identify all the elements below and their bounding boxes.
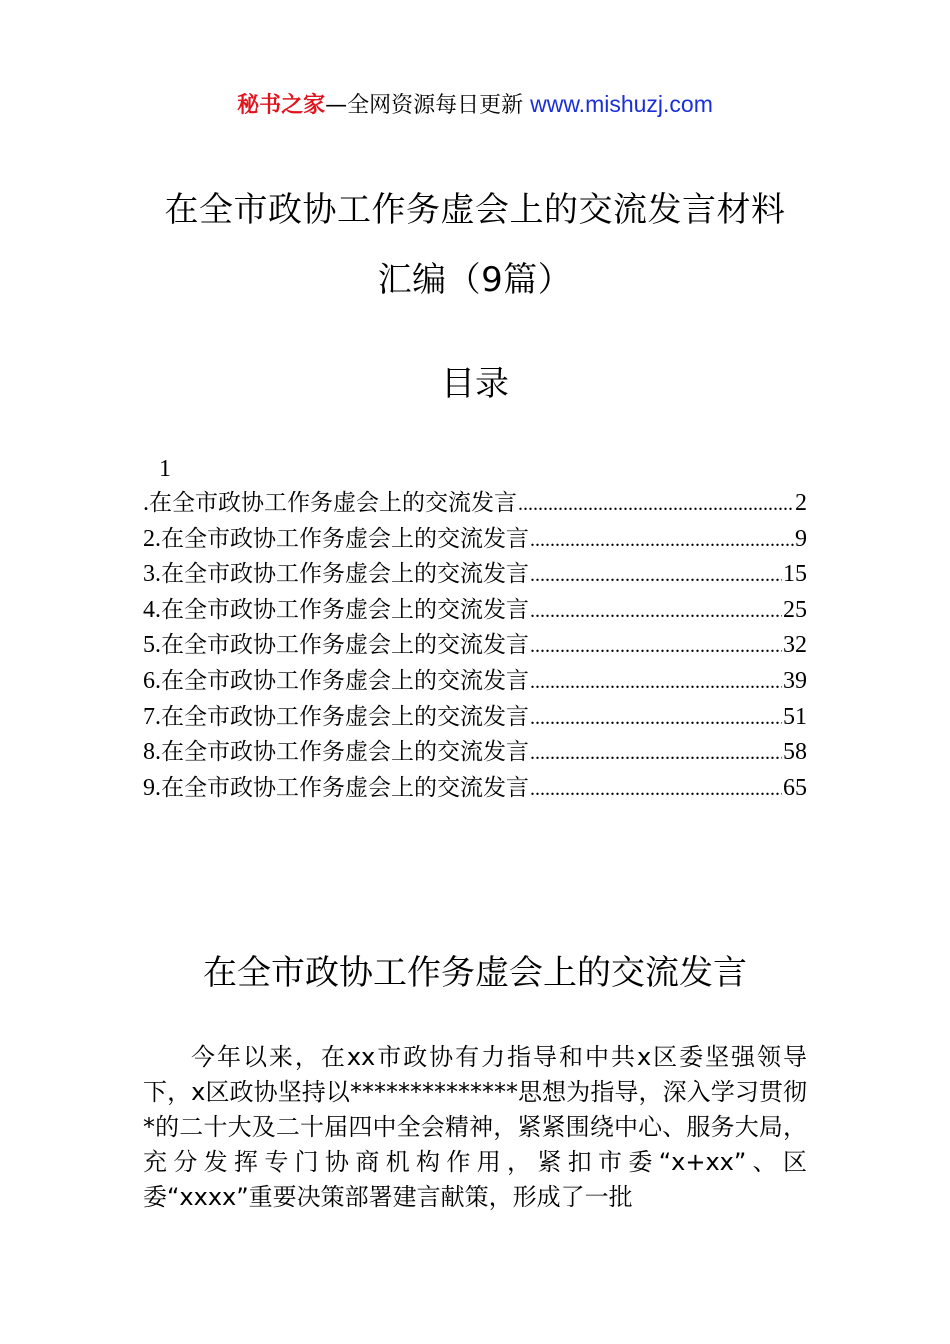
toc-entry[interactable] — [143, 486, 807, 522]
toc-heading: 目录 — [441, 364, 509, 404]
toc-entry-page: 9 — [795, 525, 807, 552]
toc-entry-label: 在全市政协工作务虚会上的交流发言 — [149, 490, 517, 516]
toc-entry-number: 6. — [143, 667, 161, 694]
toc-entry-number: 2. — [143, 525, 161, 552]
document-title-line-2: 汇编（9篇） — [377, 260, 573, 300]
toc-entry-label: 在全市政协工作务虚会上的交流发言 — [161, 774, 529, 801]
toc-entry-number: . — [143, 490, 149, 516]
toc-entry[interactable] — [143, 628, 807, 664]
toc-entry-number: 9. — [143, 774, 161, 801]
toc-entry-page: 2 — [795, 490, 807, 516]
toc-leader-dots — [530, 736, 782, 771]
toc-entry-page: 51 — [783, 703, 807, 730]
document-title-line-1: 在全市政协工作务虚会上的交流发言材料 — [164, 190, 786, 230]
site-url-link[interactable]: www.mishuzj.com — [530, 91, 713, 117]
toc-entry-label: 在全市政协工作务虚会上的交流发言 — [161, 703, 529, 730]
toc-leader-dots — [530, 594, 782, 629]
table-of-contents — [143, 452, 807, 806]
toc-entry-label: 在全市政协工作务虚会上的交流发言 — [161, 667, 529, 694]
toc-leader-dots — [530, 701, 782, 736]
toc-entry-page: 65 — [783, 774, 807, 801]
toc-list — [143, 486, 807, 806]
toc-entry-number: 7. — [143, 703, 161, 730]
header-tagline: 全网资源每日更新 — [347, 93, 524, 118]
toc-entry-label: 在全市政协工作务虚会上的交流发言 — [161, 525, 529, 552]
toc-entry-number: 3. — [143, 561, 161, 588]
toc-leader-dots — [518, 487, 794, 522]
toc-entry[interactable] — [143, 700, 807, 736]
toc-entry-label: 在全市政协工作务虚会上的交流发言 — [161, 632, 529, 659]
toc-leader-dots — [530, 523, 794, 558]
toc-entry[interactable] — [143, 664, 807, 700]
toc-leader-dots — [530, 772, 782, 807]
toc-first-number: 1 — [159, 456, 171, 482]
toc-entry-label: 在全市政协工作务虚会上的交流发言 — [161, 561, 529, 588]
toc-entry[interactable] — [143, 522, 807, 558]
brand-name: 秘书之家 — [237, 93, 326, 118]
toc-entry-number: 8. — [143, 739, 161, 766]
toc-entry-number: 4. — [143, 596, 161, 623]
header-separator: — — [325, 93, 348, 118]
toc-entry[interactable] — [143, 593, 807, 629]
toc-leader-dots — [530, 558, 782, 593]
toc-entry[interactable] — [143, 735, 807, 771]
toc-entry-page: 25 — [783, 596, 807, 623]
toc-leader-dots — [530, 629, 782, 664]
section-title: 在全市政协工作务虚会上的交流发言 — [203, 953, 747, 993]
body-paragraph: 今年以来，在xx市政协有力指导和中共x区委坚强领导下，x区政协坚持以**************思想为指导，深入学习贯彻*的二十大及二十届四中全会精神，紧紧围绕中心、服务大局，充分发挥专门协商机构作用，紧扣市委“x+xx”、区委“xxxx”重要决策部署建言献策，形成了一批 — [143, 1043, 807, 1211]
toc-entry-page: 32 — [783, 632, 807, 659]
toc-entry[interactable] — [143, 771, 807, 807]
toc-entry-page: 39 — [783, 667, 807, 694]
toc-entry-page: 58 — [783, 739, 807, 766]
site-header — [0, 88, 950, 122]
toc-entry-page: 15 — [783, 561, 807, 588]
toc-entry-number: 5. — [143, 632, 161, 659]
toc-entry-label: 在全市政协工作务虚会上的交流发言 — [161, 739, 529, 766]
toc-entry[interactable] — [143, 557, 807, 593]
toc-leader-dots — [530, 665, 782, 700]
toc-entry-label: 在全市政协工作务虚会上的交流发言 — [161, 596, 529, 623]
